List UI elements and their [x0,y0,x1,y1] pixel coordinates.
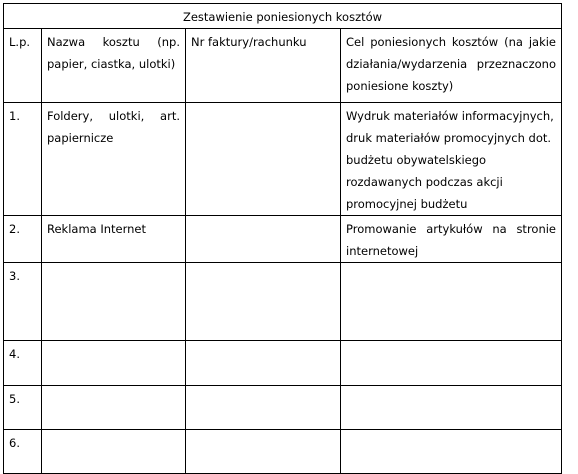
row-cost-purpose: Promowanie artykułów na stronie internetowej [341,216,562,263]
row-cost-purpose [341,430,562,474]
header-cost-name: Nazwa kosztu (np. papier, ciastka, ulotki) [42,29,186,103]
row-number: 4. [4,341,42,386]
row-invoice-number [186,386,341,430]
row-number: 6. [4,430,42,474]
header-invoice-number: Nr faktury/rachunku [186,29,341,103]
row-cost-name [42,430,186,474]
cost-summary-table [3,3,562,474]
row-cost-name: Reklama Internet [42,216,186,263]
row-cost-name: Foldery, ulotki, art. papiernicze [42,103,186,216]
header-cost-purpose: Cel poniesionych kosztów (na jakie działania/wydarzenia przeznaczono poniesione koszty) [341,29,562,103]
table-row [4,103,562,216]
row-invoice-number [186,341,341,386]
table-row [4,263,562,341]
header-row [4,29,562,103]
row-cost-purpose [341,263,562,341]
cost-summary-document [3,3,561,474]
table-title-row [4,4,562,29]
row-invoice-number [186,430,341,474]
row-number: 5. [4,386,42,430]
row-cost-name [42,263,186,341]
row-invoice-number [186,103,341,216]
table-row [4,430,562,474]
row-invoice-number [186,216,341,263]
row-number: 3. [4,263,42,341]
table-row [4,341,562,386]
table-row [4,386,562,430]
row-cost-name [42,341,186,386]
row-cost-purpose: Wydruk materiałów informacyjnych, druk materiałów promocyjnych dot. budżetu obywatelskiego rozdawanych podczas akcji promocyjnej budżetu [341,103,562,216]
row-number: 1. [4,103,42,216]
row-cost-purpose [341,341,562,386]
header-lp: L.p. [4,29,42,103]
row-cost-name [42,386,186,430]
row-number: 2. [4,216,42,263]
table-title: Zestawienie poniesionych kosztów [4,4,562,29]
row-cost-purpose [341,386,562,430]
table-row [4,216,562,263]
row-invoice-number [186,263,341,341]
